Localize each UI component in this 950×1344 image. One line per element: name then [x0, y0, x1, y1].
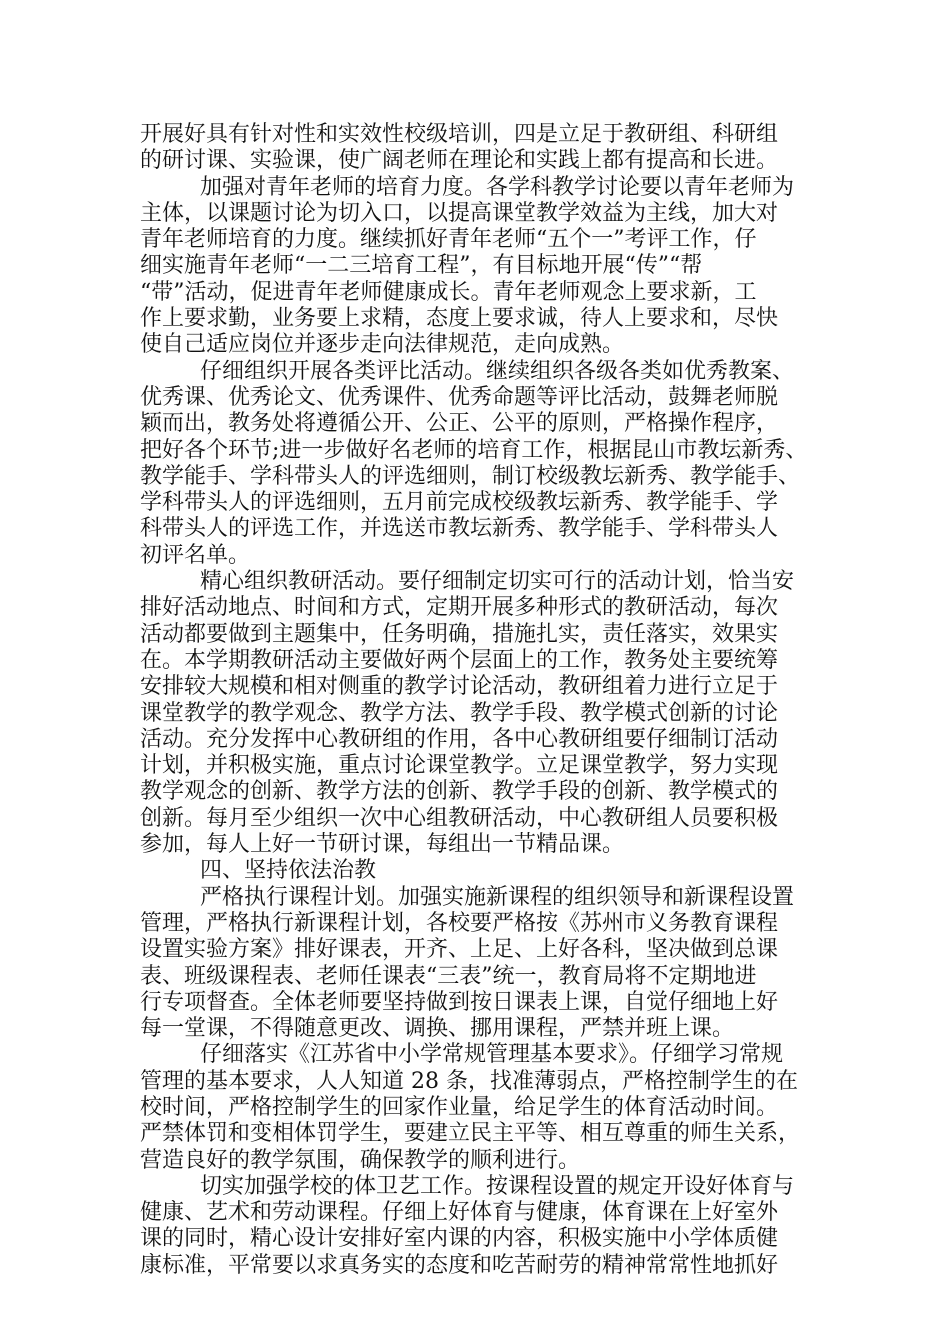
text-line: 创新。每月至少组织一次中心组教研活动，中心教研组人员要积极	[140, 805, 779, 831]
text-line: 细实施青年老师“一二三培育工程”，有目标地开展“传”“帮	[140, 253, 703, 279]
text-line: 排好活动地点、时间和方式，定期开展多种形式的教研活动，每次	[140, 595, 779, 621]
text-line: 表、班级课程表、老师任课表“三表”统一，教育局将不定期地进	[140, 963, 757, 989]
text-line: 使自己适应岗位并逐步走向法律规范，走向成熟。	[140, 332, 625, 358]
text-line: 加强对青年老师的培育力度。各学科教学讨论要以青年老师为	[200, 174, 795, 200]
text-line: 安排较大规模和相对侧重的教学讨论活动，教研组着力进行立足于	[140, 674, 779, 700]
text-line: 把好各个环节;进一步做好名老师的培育工作，根据昆山市教坛新秀、	[140, 437, 808, 463]
text-line: 严格执行课程计划。加强实施新课程的组织领导和新课程设置	[200, 884, 795, 910]
text-line: 严禁体罚和变相体罚学生，要建立民主平等、相互尊重的师生关系，	[140, 1121, 801, 1147]
text-line: 参加，每人上好一节研讨课，每组出一节精品课。	[140, 832, 625, 858]
text-line: 颖而出，教务处将遵循公开、公正、公平的原则，严格操作程序，	[140, 411, 779, 437]
text-line: 的研讨课、实验课，使广阔老师在理论和实践上都有提高和长进。	[140, 148, 779, 174]
text-line: 行专项督查。全体老师要坚持做到按日课表上课，自觉仔细地上好	[140, 989, 779, 1015]
text-line: 四、坚持依法治教	[200, 858, 377, 884]
text-line: 教学能手、学科带头人的评选细则，制订校级教坛新秀、教学能手、	[140, 463, 801, 489]
text-line: “带”活动，促进青年老师健康成长。青年老师观念上要求新，工	[140, 279, 757, 305]
text-line: 管理，严格执行新课程计划，各校要严格按《苏州市义务教育课程	[140, 910, 779, 936]
text-line: 每一堂课，不得随意更改、调换、挪用课程，严禁并班上课。	[140, 1016, 735, 1042]
text-line: 健康、艺术和劳动课程。仔细上好体育与健康，体育课在上好室外	[140, 1200, 779, 1226]
text-line: 设置实验方案》排好课表，开齐、上足、上好各科，坚决做到总课	[140, 937, 779, 963]
text-line: 校时间，严格控制学生的回家作业量，给足学生的体育活动时间。	[140, 1094, 779, 1120]
text-line: 青年老师培育的力度。继续抓好青年老师“五个一”考评工作，仔	[140, 227, 757, 253]
text-line: 教学观念的创新、教学方法的创新、教学手段的创新、教学模式的	[140, 779, 779, 805]
text-line: 计划，并积极实施，重点讨论课堂教学。立足课堂教学，努力实现	[140, 753, 779, 779]
text-line: 管理的基本要求，人人知道 28 条，找准薄弱点，严格控制学生的在	[140, 1068, 798, 1094]
text-line: 课的同时，精心设计安排好室内课的内容，积极实施中小学体质健	[140, 1226, 779, 1252]
text-line: 课堂教学的教学观念、教学方法、教学手段、教学模式创新的讨论	[140, 700, 779, 726]
text-line: 活动都要做到主题集中，任务明确，措施扎实，责任落实，效果实	[140, 621, 779, 647]
body-text	[140, 122, 812, 1279]
text-line: 主体，以课题讨论为切入口，以提高课堂教学效益为主线，加大对	[140, 200, 779, 226]
text-line: 活动。充分发挥中心教研组的作用，各中心教研组要仔细制订活动	[140, 726, 779, 752]
text-line: 在。本学期教研活动主要做好两个层面上的工作，教务处主要统筹	[140, 647, 779, 673]
text-line: 精心组织教研活动。要仔细制定切实可行的活动计划，恰当安	[200, 569, 795, 595]
text-line: 作上要求勤，业务要上求精，态度上要求诚，待人上要求和，尽快	[140, 306, 779, 332]
text-line: 学科带头人的评选细则，五月前完成校级教坛新秀、教学能手、学	[140, 490, 779, 516]
text-line: 优秀课、优秀论文、优秀课件、优秀命题等评比活动，鼓舞老师脱	[140, 384, 779, 410]
text-line: 切实加强学校的体卫艺工作。按课程设置的规定开设好体育与	[200, 1173, 795, 1199]
text-line: 营造良好的教学氛围，确保教学的顺利进行。	[140, 1147, 581, 1173]
text-line: 开展好具有针对性和实效性校级培训，四是立足于教研组、科研组	[140, 122, 779, 147]
text-line: 仔细落实《江苏省中小学常规管理基本要求》。仔细学习常规	[200, 1042, 784, 1068]
text-line: 初评名单。	[140, 542, 251, 568]
text-line: 康标准，平常要以求真务实的态度和吃苦耐劳的精神常常性地抓好	[140, 1252, 779, 1278]
text-line: 仔细组织开展各类评比活动。继续组织各级各类如优秀教案、	[200, 358, 795, 384]
text-line: 科带头人的评选工作，并选送市教坛新秀、教学能手、学科带头人	[140, 516, 779, 542]
